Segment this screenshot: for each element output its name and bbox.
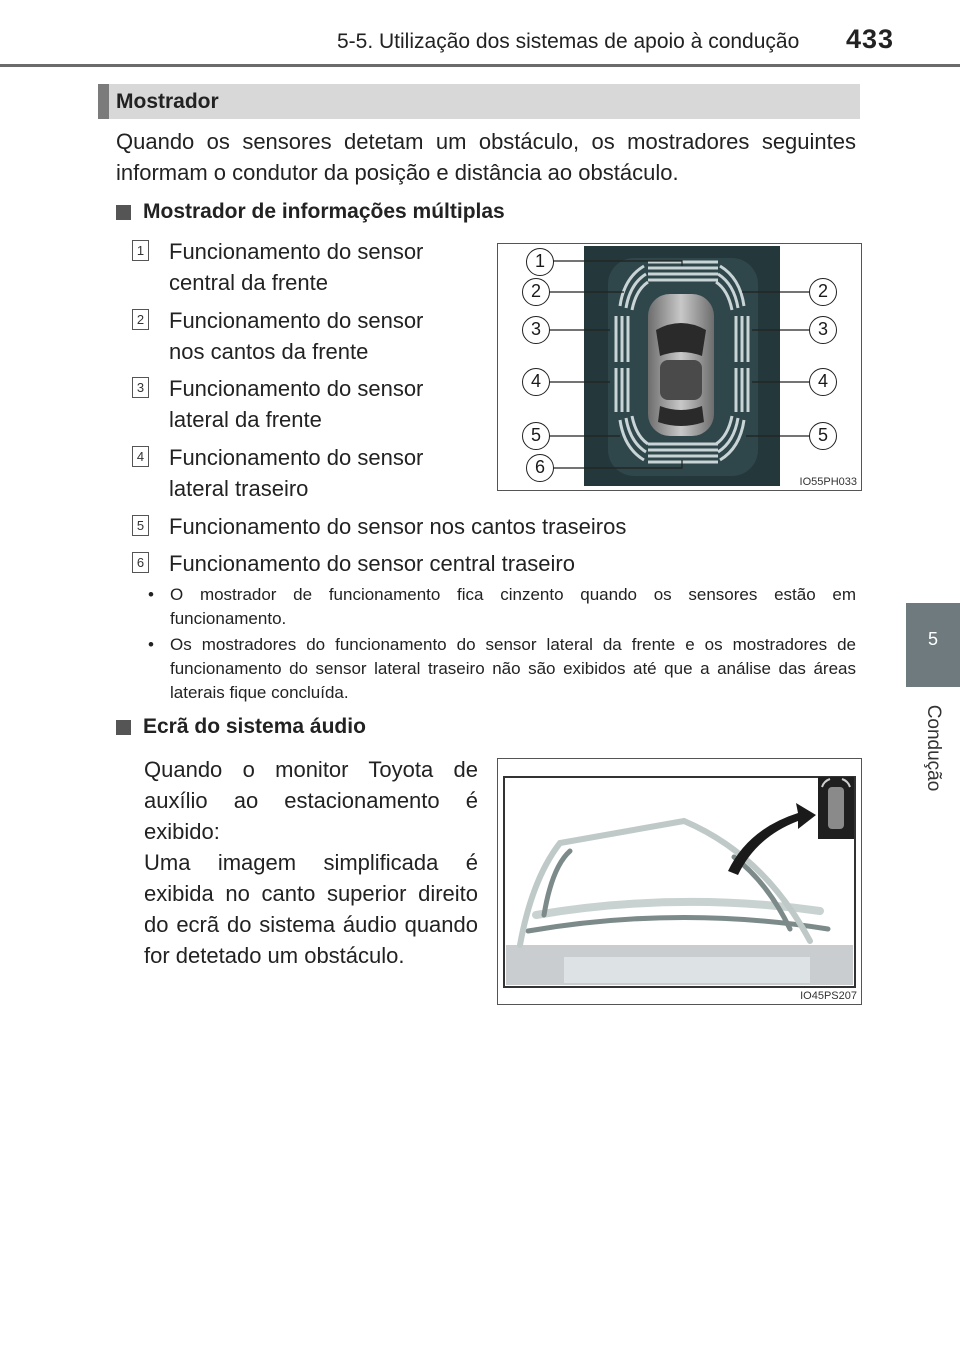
item-number-badge: 1 — [132, 240, 149, 261]
header-rule — [0, 64, 960, 67]
bullet-dot-icon: • — [148, 585, 154, 604]
section-title: Mostrador — [116, 90, 219, 113]
item-line: central da frente — [169, 270, 328, 295]
callout-number: 5 — [522, 422, 550, 450]
item-number-badge: 4 — [132, 446, 149, 467]
simplified-car-icon — [818, 777, 854, 839]
section-heading-bar — [98, 84, 860, 119]
intro-paragraph: Quando os sensores detetam um obstáculo, os mostradores seguintes informam o condutor da posição e distância ao obstáculo. — [116, 129, 856, 185]
subheading-audio-display — [116, 715, 366, 739]
callout-number: 4 — [522, 368, 550, 396]
running-header: 5-5. Utilização dos sistemas de apoio à condução — [337, 30, 800, 53]
chapter-number: 5 — [927, 629, 938, 649]
subheading-text: Ecrã do sistema áudio — [143, 715, 366, 738]
item-line: Funcionamento do sensor — [169, 308, 424, 333]
item-number-badge: 2 — [132, 309, 149, 330]
callout-number: 3 — [522, 316, 550, 344]
chapter-name: Condução — [923, 704, 944, 792]
note-item — [148, 633, 856, 705]
item-line: Funcionamento do sensor nos cantos traseiros — [169, 514, 627, 539]
rear-camera-screen-illustration — [498, 759, 861, 1004]
callout-number: 1 — [526, 248, 554, 276]
audio-paragraph — [144, 754, 478, 971]
note-text: O mostrador de funcionamento fica cinzento quando os sensores estão em funcionamento. — [170, 585, 856, 628]
item-line: nos cantos da frente — [169, 339, 369, 364]
item-number-badge: 3 — [132, 377, 149, 398]
audio-screen-figure — [497, 758, 862, 1005]
item-line: lateral da frente — [169, 407, 322, 432]
item-line: Funcionamento do sensor — [169, 239, 424, 264]
item-line: Funcionamento do sensor — [169, 376, 424, 401]
square-bullet-icon — [116, 720, 131, 735]
multi-info-display-figure — [497, 243, 862, 491]
audio-paragraph-2: Uma imagem simplificada é exibida no canto superior direito do ecrã do sistema áudio quando for detetado um obstáculo. — [144, 850, 478, 968]
audio-paragraph-1: Quando o monitor Toyota de auxílio ao estacionamento é exibido: — [144, 757, 478, 844]
callout-number: 3 — [809, 316, 837, 344]
note-item — [148, 583, 856, 631]
subheading-text: Mostrador de informações múltiplas — [143, 200, 505, 223]
car-top-view-icon — [648, 294, 714, 436]
bullet-dot-icon: • — [148, 635, 154, 654]
note-text: Os mostradores do funcionamento do sensor lateral da frente e os mostradores de funcionamento do sensor lateral traseiro não são exibidos até que a análise das áreas laterais fique concluída. — [170, 635, 856, 702]
sensor-display-illustration — [498, 244, 861, 490]
square-bullet-icon — [116, 205, 131, 220]
callout-number: 6 — [526, 454, 554, 482]
item-line: Funcionamento do sensor central traseiro — [169, 551, 575, 576]
chapter-label — [913, 700, 953, 796]
figure-code: IO45PS207 — [800, 990, 857, 1002]
item-number-badge: 6 — [132, 552, 149, 573]
subheading-multi-display — [116, 200, 505, 224]
figure-code: IO55PH033 — [799, 476, 857, 488]
callout-number: 2 — [522, 278, 550, 306]
item-number-badge: 5 — [132, 515, 149, 536]
item-line: Funcionamento do sensor — [169, 445, 424, 470]
callout-number: 4 — [809, 368, 837, 396]
callout-number: 2 — [809, 278, 837, 306]
page-number: 433 — [846, 24, 895, 54]
callout-number: 5 — [809, 422, 837, 450]
chapter-tab — [906, 603, 960, 687]
item-line: lateral traseiro — [169, 476, 309, 501]
